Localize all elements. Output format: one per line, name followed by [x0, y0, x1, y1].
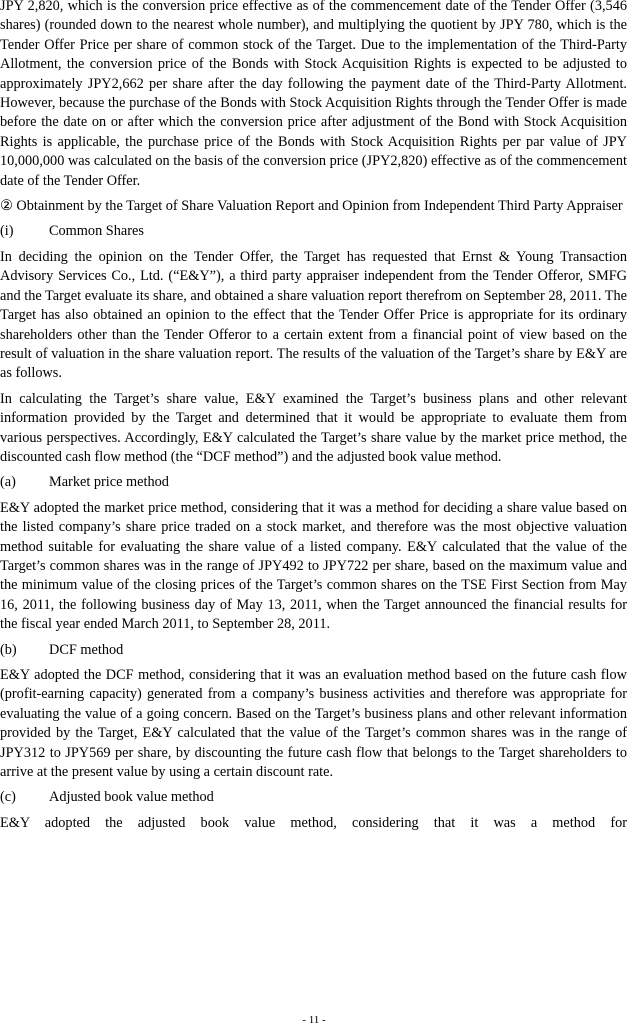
paragraph-adjusted-book-value-method: E&Y adopted the adjusted book value method, considering that it was a method for — [0, 814, 627, 831]
subheading-adjusted-book-value-method — [0, 788, 627, 807]
subheading-market-price-method — [0, 473, 627, 492]
paragraph-conversion-price: JPY 2,820, which is the conversion price effective as of the commencement date of the Tender Offer (3,546 shares) (rounded down to the nearest whole number), and multiplying the quotient by JPY 780, which is the Tender Offer Price per share of common stock of the Target. Due to the implementation of the Third-Party Allotment, the conversion price of the Bonds with Stock Acquisition Rights is expected to be adjusted to approximately JPY2,662 per share after the day following the payment date of the Third-Party Allotment. However, because the purchase of the Bonds with Stock Acquisition Rights through the Tender Offer is made before the date on or after which the conversion price after adjustment of the Bond with Stock Acquisition Rights is applicable, the purchase price of the Bonds with Stock Acquisition Rights per par value of JPY 10,000,000 was calculated on the basis of the conversion price (JPY2,820) effective as of the commencement date of the Tender Offer. — [0, 0, 627, 189]
subheading-title: Market price method — [49, 474, 169, 491]
paragraph-valuation-methods: In calculating the Target’s share value, E&Y examined the Target’s business plans and other relevant information provided by the Target and determined that it would be appropriate to evaluate them from various perspectives. Accordingly, E&Y calculated the Target’s share value by the market price method, the discounted cash flow method (the “DCF method”) and the adjusted book value method. — [0, 390, 627, 465]
paragraph-market-price-method: E&Y adopted the market price method, considering that it was a method for deciding a share value based on the listed company’s share price traded on a stock market, and therefore was the most objective valuation method suitable for evaluating the share value of a listed company. E&Y calculated that the value of the Target’s common shares was in the range of JPY492 to JPY722 per share, based on the maximum value and the minimum value of the closing prices of the Target’s common shares on the TSE First Section from May 16, 2011, the following business day of May 13, 2011, when the Target announced the financial results for the fiscal year ended March 2011, to September 28, 2011. — [0, 499, 627, 633]
subheading-number: (a) — [0, 474, 16, 491]
paragraph-ey-engagement: In deciding the opinion on the Tender Offer, the Target has requested that Ernst & Young Transaction Advisory Services Co., Ltd. (“E&Y”), a third party appraiser independent from the Tender Offeror, SMFG and the Target evaluate its share, and obtained a share valuation report therefrom on September 28, 2011. The Target has also obtained an opinion to the effect that the Tender Offer Price is appropriate for its ordinary shareholders other than the Tender Offeror to a certain extent from a financial point of view based on the result of valuation in the share valuation report. The results of the valuation of the Target’s share by E&Y are as follows. — [0, 248, 627, 382]
subheading-number: (b) — [0, 641, 17, 658]
subheading-number: (i) — [0, 223, 14, 240]
subheading-dcf-method — [0, 641, 627, 660]
page-number: - 11 - — [302, 1014, 326, 1026]
paragraph-dcf-method: E&Y adopted the DCF method, considering that it was an evaluation method based on the future cash flow (profit-earning capacity) generated from a company’s business activities and therefore was appropriate for evaluating the value of a going concern. Based on the Target’s business plans and other relevant information provided by the Target, E&Y calculated that the value of the Target’s common shares was in the range of JPY312 to JPY569 per share, by discounting the future cash flow that belongs to the Target shareholders to arrive at the present value by using a certain discount rate. — [0, 667, 627, 781]
subheading-title: DCF method — [49, 641, 124, 658]
subheading-title: Adjusted book value method — [49, 789, 214, 806]
subheading-title: Common Shares — [49, 223, 144, 240]
subheading-common-shares — [0, 222, 627, 241]
subheading-number: (c) — [0, 789, 16, 806]
section-heading-share-valuation: ② Obtainment by the Target of Share Valuation Report and Opinion from Independent Third Party Appraiser — [0, 198, 623, 215]
